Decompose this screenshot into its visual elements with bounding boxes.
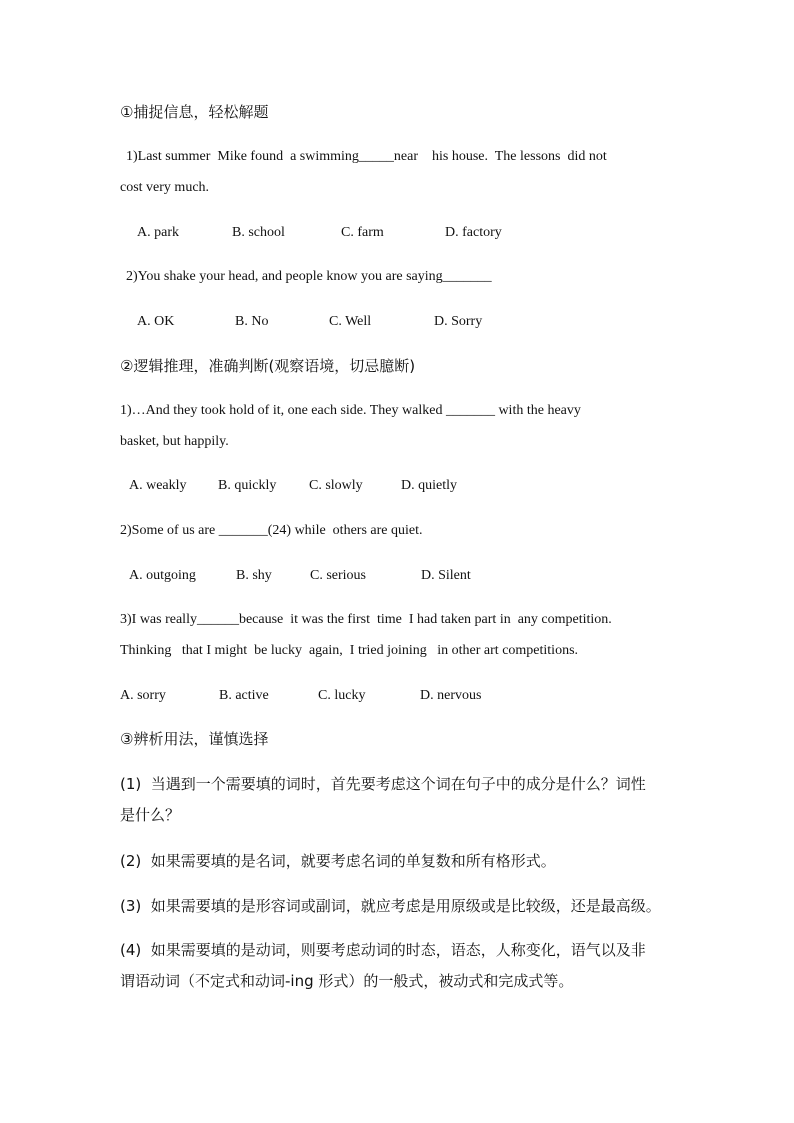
option-c: C. serious: [310, 568, 366, 583]
question-text: Thinking that I might be lucky again, I tried joining in other art competitions.: [120, 643, 579, 658]
paragraph: (3) 如果需要填的是形容词或副词，就应考虑是用原级或是比较级，还是最高级。: [120, 897, 661, 915]
option-d: D. Silent: [421, 568, 471, 583]
option-c: C. lucky: [318, 688, 366, 703]
paragraph: (2) 如果需要填的是名词，就要考虑名词的单复数和所有格形式。: [120, 852, 556, 870]
question-text: basket, but happily.: [120, 434, 229, 449]
question-text: 1)…And they took hold of it, one each side. They walked _______ with the heavy: [120, 403, 581, 418]
option-a: A. park: [137, 225, 179, 240]
paragraph: 是什么？: [120, 806, 181, 824]
question-text: 2)You shake your head, and people know you are saying_______: [126, 269, 492, 284]
option-c: C. Well: [329, 314, 372, 329]
option-b: B. No: [235, 314, 269, 329]
option-d: D. Sorry: [434, 314, 483, 329]
section-heading-3: ③辨析用法，谨慎选择: [120, 730, 269, 748]
paragraph: (4) 如果需要填的是动词，则要考虑动词的时态，语态，人称变化，语气以及非: [120, 941, 646, 959]
section-heading-2: ②逻辑推理，准确判断(观察语境，切忌臆断): [120, 357, 416, 375]
option-d: D. nervous: [420, 688, 482, 703]
option-c: C. slowly: [309, 478, 363, 493]
option-a: A. outgoing: [129, 568, 196, 583]
option-a: A. OK: [137, 314, 175, 329]
option-b: B. active: [219, 688, 269, 703]
option-b: B. school: [232, 225, 285, 240]
paragraph: 谓语动词（不定式和动词-ing 形式）的一般式，被动式和完成式等。: [120, 972, 574, 990]
question-text: 3)I was really______because it was the first time I had taken part in any competition.: [120, 612, 612, 627]
question-text: 2)Some of us are _______(24) while others are quiet.: [120, 523, 423, 538]
question-text: 1)Last summer Mike found a swimming_____near his house. The lessons did not: [126, 149, 607, 164]
option-a: A. sorry: [120, 688, 166, 703]
option-b: B. shy: [236, 568, 272, 583]
option-d: D. quietly: [401, 478, 457, 493]
question-text: cost very much.: [120, 180, 210, 195]
option-c: C. farm: [341, 225, 384, 240]
option-d: D. factory: [445, 225, 502, 240]
option-b: B. quickly: [218, 478, 277, 493]
section-heading-1: ①捕捉信息，轻松解题: [120, 103, 269, 121]
option-a: A. weakly: [129, 478, 187, 493]
paragraph: (1) 当遇到一个需要填的词时，首先要考虑这个词在句子中的成分是什么？词性: [120, 775, 646, 793]
